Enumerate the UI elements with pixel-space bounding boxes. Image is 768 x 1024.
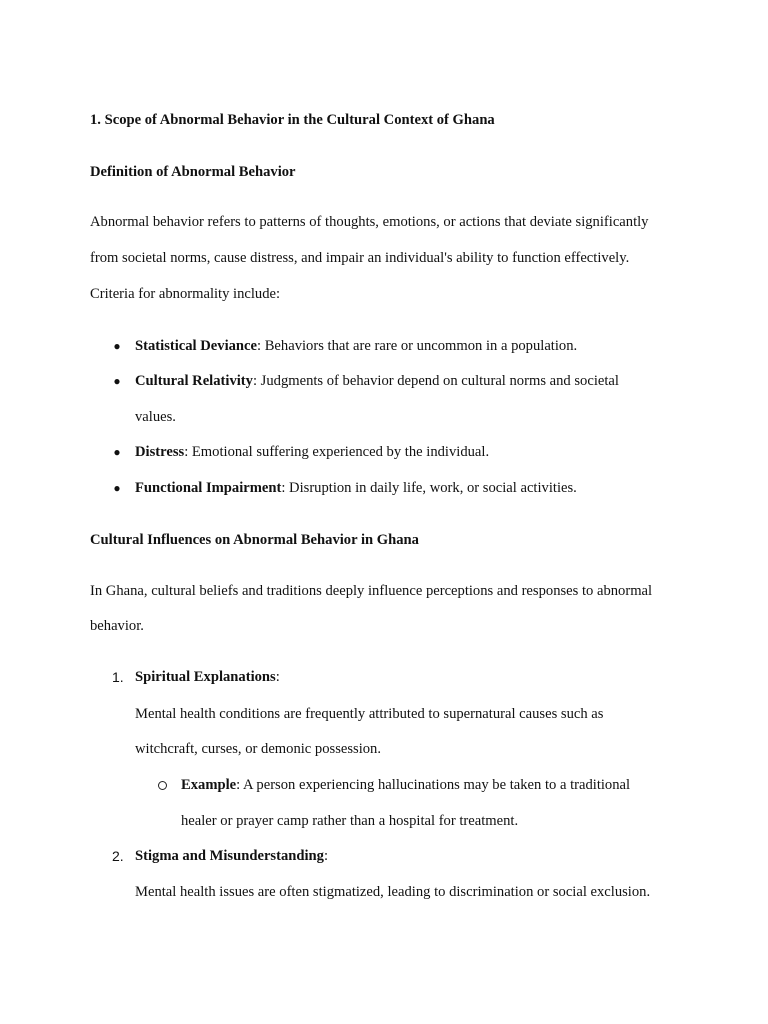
circle-bullet-icon <box>158 781 167 790</box>
bullet-desc: : Disruption in daily life, work, or social activities. <box>281 480 577 496</box>
bullet-item <box>135 372 619 390</box>
numbered-item-heading <box>135 847 328 865</box>
bullet-icon: ● <box>113 374 121 388</box>
section-title-cultural: Cultural Influences on Abnormal Behavior in Ghana <box>90 532 419 548</box>
document-heading: 1. Scope of Abnormal Behavior in the Cultural Context of Ghana <box>90 112 495 128</box>
numbered-item-body: Mental health conditions are frequently attributed to supernatural causes such as <box>135 706 604 722</box>
paragraph-line: Criteria for abnormality include: <box>90 286 281 302</box>
bullet-term: Functional Impairment <box>135 480 282 496</box>
bullet-item <box>135 443 489 461</box>
bullet-term: Statistical Deviance <box>135 338 257 354</box>
bullet-item <box>135 479 577 497</box>
bullet-desc: : Judgments of behavior depend on cultural norms and societal <box>252 373 619 389</box>
list-number: 2. <box>112 848 124 864</box>
numbered-item-term: Spiritual Explanations <box>135 669 276 685</box>
bullet-desc: : Emotional suffering experienced by the individual. <box>184 444 490 460</box>
example-desc: : A person experiencing hallucinations may be taken to a traditional <box>236 777 631 793</box>
bullet-term: Cultural Relativity <box>135 373 253 389</box>
numbered-item-body: Mental health issues are often stigmatized, leading to discrimination or social exclusion. <box>135 884 651 900</box>
bullet-continuation: values. <box>135 409 176 425</box>
example-term: Example <box>181 777 237 793</box>
example-item <box>181 776 630 794</box>
bullet-desc: : Behaviors that are rare or uncommon in a population. <box>257 338 578 354</box>
colon: : <box>323 848 329 864</box>
bullet-icon: ● <box>113 339 121 353</box>
paragraph-line: behavior. <box>90 618 144 634</box>
bullet-item <box>135 337 577 355</box>
numbered-item-body: witchcraft, curses, or demonic possession. <box>135 741 382 757</box>
paragraph-line: Abnormal behavior refers to patterns of thoughts, emotions, or actions that deviate significantly <box>90 214 649 230</box>
bullet-icon: ● <box>113 445 121 459</box>
section-title-definition: Definition of Abnormal Behavior <box>90 164 296 180</box>
example-continuation: healer or prayer camp rather than a hospital for treatment. <box>181 813 519 829</box>
paragraph-line: from societal norms, cause distress, and impair an individual's ability to function effectively. <box>90 250 630 266</box>
numbered-item-term: Stigma and Misunderstanding <box>135 848 324 864</box>
bullet-icon: ● <box>113 481 121 495</box>
bullet-term: Distress <box>135 444 185 460</box>
list-number: 1. <box>112 669 124 685</box>
paragraph-line: In Ghana, cultural beliefs and traditions deeply influence perceptions and responses to abnormal <box>90 583 653 599</box>
numbered-item-heading <box>135 668 280 686</box>
colon: : <box>275 669 280 685</box>
